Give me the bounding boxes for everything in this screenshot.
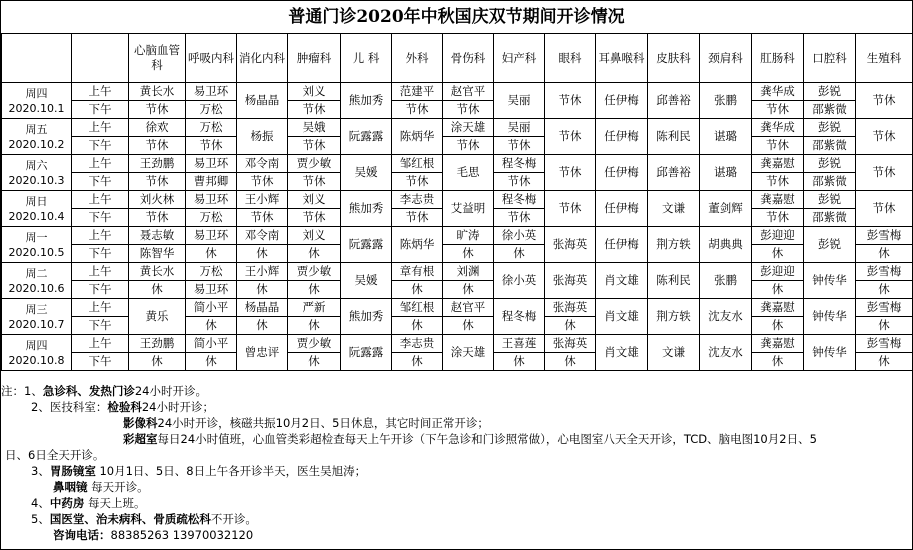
schedule-cell: 休 <box>443 245 494 263</box>
schedule-cell: 熊加秀 <box>341 299 392 335</box>
column-header: 骨伤科 <box>443 34 494 83</box>
am-row <box>2 227 913 245</box>
schedule-cell: 杨晶晶 <box>237 83 288 119</box>
column-header: 颈肩科 <box>700 34 752 83</box>
schedule-cell: 陈智华 <box>129 245 186 263</box>
schedule-cell: 休 <box>392 353 443 371</box>
schedule-cell: 彭雪梅 <box>856 263 913 281</box>
schedule-cell: 刘义 <box>288 191 341 209</box>
schedule-cell: 休 <box>186 245 237 263</box>
weekday-label: 周三 <box>25 302 48 316</box>
date-label: 2020.10.2 <box>8 137 65 151</box>
schedule-cell: 荆方轶 <box>648 227 700 263</box>
schedule-cell: 休 <box>443 317 494 335</box>
note-4-cont: 日、6日全天开诊。 <box>5 448 105 462</box>
column-header: 外科 <box>392 34 443 83</box>
pm-label: 下午 <box>72 353 129 371</box>
schedule-cell: 杨振 <box>237 119 288 155</box>
schedule-cell: 邵紫微 <box>804 101 856 119</box>
day-cell <box>2 335 72 371</box>
schedule-cell: 曾忠评 <box>237 335 288 371</box>
schedule-cell: 吴媛 <box>341 155 392 191</box>
am-label: 上午 <box>72 191 129 209</box>
schedule-cell: 肖文雄 <box>596 263 648 299</box>
schedule-cell: 休 <box>752 281 804 299</box>
schedule-cell: 邹红根 <box>392 299 443 317</box>
schedule-cell: 休 <box>288 317 341 335</box>
schedule-cell: 董剑辉 <box>700 191 752 227</box>
day-cell <box>2 155 72 191</box>
schedule-cell: 节休 <box>392 101 443 119</box>
schedule-cell: 节休 <box>752 173 804 191</box>
schedule-cell: 任伊梅 <box>596 191 648 227</box>
schedule-cell: 黄长水 <box>129 83 186 101</box>
schedule-cell: 徐欢 <box>129 119 186 137</box>
schedule-cell: 黄乐 <box>129 299 186 335</box>
am-label: 上午 <box>72 119 129 137</box>
schedule-cell: 休 <box>443 281 494 299</box>
schedule-cell: 王劲鹏 <box>129 155 186 173</box>
schedule-cell: 阮露露 <box>341 119 392 155</box>
schedule-cell: 节休 <box>545 83 596 119</box>
schedule-cell: 休 <box>752 317 804 335</box>
schedule-cell: 简小平 <box>186 335 237 353</box>
schedule-cell: 王喜莲 <box>494 335 545 353</box>
schedule-cell: 节休 <box>545 191 596 227</box>
schedule-cell: 彭雪梅 <box>856 335 913 353</box>
day-cell <box>2 263 72 299</box>
schedule-cell: 刘火林 <box>129 191 186 209</box>
schedule-cell: 胡典典 <box>700 227 752 263</box>
note-3: 影像科24小时开诊，核磁共振10月2日、5日休息，其它时间正常开诊； <box>123 416 489 430</box>
weekday-label: 周一 <box>25 230 48 244</box>
schedule-cell: 吴娥 <box>288 119 341 137</box>
schedule-cell: 徐小英 <box>494 263 545 299</box>
schedule-cell: 任伊梅 <box>596 119 648 155</box>
schedule-cell: 易卫环 <box>186 281 237 299</box>
schedule-cell: 肖文雄 <box>596 299 648 335</box>
schedule-cell: 吴丽 <box>494 119 545 137</box>
schedule-cell: 龚嘉慰 <box>752 155 804 173</box>
schedule-cell: 彭雪梅 <box>856 299 913 317</box>
schedule-cell: 文谦 <box>648 191 700 227</box>
date-label: 2020.10.3 <box>8 173 65 187</box>
pm-row <box>2 137 913 155</box>
schedule-cell: 陈利民 <box>648 263 700 299</box>
schedule-cell: 熊加秀 <box>341 191 392 227</box>
schedule-cell: 节休 <box>856 119 913 155</box>
am-label: 上午 <box>72 83 129 101</box>
schedule-cell: 万松 <box>186 263 237 281</box>
schedule-cell: 龚嘉慰 <box>752 335 804 353</box>
schedule-cell: 龚华成 <box>752 83 804 101</box>
column-header: 妇产科 <box>494 34 545 83</box>
schedule-cell: 简小平 <box>186 299 237 317</box>
schedule-cell: 邹红根 <box>392 155 443 173</box>
schedule-cell: 节休 <box>856 191 913 227</box>
schedule-cell: 沈友水 <box>700 299 752 335</box>
schedule-cell: 贾少敏 <box>288 263 341 281</box>
schedule-cell: 邱善裕 <box>648 155 700 191</box>
schedule-cell: 节休 <box>392 209 443 227</box>
day-cell <box>2 83 72 119</box>
note-5: 3、胃肠镜室 10月1日、5日、8日上午各开诊半天，医生吴旭涛； <box>31 464 367 478</box>
schedule-cell: 节休 <box>494 173 545 191</box>
column-header: 肛肠科 <box>752 34 804 83</box>
header-row <box>2 34 913 83</box>
schedule-cell: 钟传华 <box>804 299 856 335</box>
schedule-cell: 彭锐 <box>804 227 856 263</box>
period-header <box>72 34 129 83</box>
schedule-cell: 易卫环 <box>186 227 237 245</box>
schedule-cell: 程冬梅 <box>494 191 545 209</box>
schedule-cell: 张海英 <box>545 263 596 299</box>
column-header: 呼吸内科 <box>186 34 237 83</box>
schedule-cell: 李志贵 <box>392 335 443 353</box>
schedule-cell: 休 <box>129 353 186 371</box>
schedule-cell: 邱善裕 <box>648 83 700 119</box>
schedule-cell: 易卫环 <box>186 191 237 209</box>
schedule-cell: 休 <box>237 281 288 299</box>
schedule-cell: 休 <box>288 353 341 371</box>
schedule-cell: 邵紫微 <box>804 137 856 155</box>
schedule-cell: 曹邦卿 <box>186 173 237 191</box>
schedule-table <box>1 33 913 371</box>
column-header: 肿瘤科 <box>288 34 341 83</box>
am-row <box>2 335 913 353</box>
schedule-cell: 邵紫微 <box>804 173 856 191</box>
schedule-cell: 节休 <box>856 83 913 119</box>
schedule-cell: 谌璐 <box>700 155 752 191</box>
schedule-cell: 阮露露 <box>341 335 392 371</box>
schedule-cell: 休 <box>856 245 913 263</box>
am-label: 上午 <box>72 263 129 281</box>
schedule-cell: 休 <box>856 317 913 335</box>
schedule-cell: 节休 <box>288 137 341 155</box>
schedule-cell: 彭锐 <box>804 83 856 101</box>
schedule-cell: 旷涛 <box>443 227 494 245</box>
schedule-cell: 节休 <box>288 209 341 227</box>
schedule-cell: 万松 <box>186 119 237 137</box>
schedule-cell: 陈炳华 <box>392 119 443 155</box>
date-label: 2020.10.8 <box>8 353 65 367</box>
schedule-cell: 节休 <box>129 209 186 227</box>
schedule-cell: 节休 <box>443 101 494 119</box>
am-row <box>2 299 913 317</box>
schedule-cell: 彭锐 <box>804 191 856 209</box>
schedule-cell: 赵官平 <box>443 299 494 317</box>
am-row <box>2 191 913 209</box>
note-4: 彩超室每日24小时值班，心血管类彩超检查每天上午开诊（下午急诊和门诊照常做），心电图室八天全天开诊，TCD、脑电图10月2日、5 <box>123 432 817 446</box>
schedule-cell: 刘渊 <box>443 263 494 281</box>
date-label: 2020.10.4 <box>8 209 65 223</box>
schedule-cell: 王小辉 <box>237 263 288 281</box>
note-6: 鼻咽镜 每天开诊。 <box>53 480 149 494</box>
schedule-cell: 休 <box>237 317 288 335</box>
schedule-cell: 易卫环 <box>186 83 237 101</box>
schedule-cell: 龚华成 <box>752 119 804 137</box>
column-header: 皮肤科 <box>648 34 700 83</box>
schedule-cell: 休 <box>545 317 596 335</box>
schedule-cell: 休 <box>392 317 443 335</box>
schedule-cell: 休 <box>494 353 545 371</box>
weekday-label: 周六 <box>25 158 48 172</box>
schedule-cell: 邵紫微 <box>804 209 856 227</box>
schedule-cell: 陈炳华 <box>392 227 443 263</box>
schedule-cell: 陈利民 <box>648 119 700 155</box>
pm-label: 下午 <box>72 281 129 299</box>
schedule-cell: 彭迎迎 <box>752 227 804 245</box>
note-2: 2、医技科室：检验科24小时开诊； <box>31 400 214 414</box>
schedule-cell: 张鹏 <box>700 263 752 299</box>
schedule-cell: 吴媛 <box>341 263 392 299</box>
schedule-cell: 节休 <box>856 155 913 191</box>
schedule-cell: 彭雪梅 <box>856 227 913 245</box>
schedule-cell: 徐小英 <box>494 227 545 245</box>
column-header: 生殖科 <box>856 34 913 83</box>
schedule-cell: 休 <box>186 353 237 371</box>
column-header: 眼科 <box>545 34 596 83</box>
note-9: 咨询电话：88385263 13970032120 <box>53 528 254 542</box>
schedule-cell: 吴丽 <box>494 83 545 119</box>
schedule-cell: 节休 <box>129 101 186 119</box>
schedule-cell: 杨晶晶 <box>237 299 288 317</box>
schedule-cell: 涂天雄 <box>443 119 494 137</box>
schedule-cell: 刘义 <box>288 83 341 101</box>
schedule-cell: 节休 <box>129 137 186 155</box>
schedule-cell: 节休 <box>288 101 341 119</box>
schedule-cell: 赵官平 <box>443 83 494 101</box>
day-cell <box>2 119 72 155</box>
weekday-label: 周二 <box>25 266 48 280</box>
schedule-cell: 严新 <box>288 299 341 317</box>
schedule-cell: 肖文雄 <box>596 335 648 371</box>
schedule-cell: 涂天雄 <box>443 335 494 371</box>
schedule-cell: 彭锐 <box>804 155 856 173</box>
schedule-cell: 黄长水 <box>129 263 186 281</box>
pm-row <box>2 245 913 263</box>
schedule-cell: 张海英 <box>545 335 596 353</box>
schedule-cell: 节休 <box>752 137 804 155</box>
schedule-body <box>2 83 913 371</box>
date-label: 2020.10.5 <box>8 245 65 259</box>
am-label: 上午 <box>72 155 129 173</box>
schedule-cell: 阮露露 <box>341 227 392 263</box>
weekday-label: 周五 <box>25 122 48 136</box>
schedule-cell: 休 <box>186 317 237 335</box>
weekday-label: 周四 <box>25 86 48 100</box>
schedule-cell: 休 <box>288 245 341 263</box>
schedule-cell: 程冬梅 <box>494 155 545 173</box>
schedule-cell: 聂志敏 <box>129 227 186 245</box>
note-7: 4、中药房 每天上班。 <box>31 496 146 510</box>
schedule-cell: 易卫环 <box>186 155 237 173</box>
schedule-cell: 休 <box>752 353 804 371</box>
am-label: 上午 <box>72 335 129 353</box>
schedule-cell: 节休 <box>752 101 804 119</box>
schedule-cell: 谌璐 <box>700 119 752 155</box>
day-cell <box>2 299 72 335</box>
schedule-cell: 邓令南 <box>237 227 288 245</box>
pm-row <box>2 281 913 299</box>
schedule-cell: 荆方轶 <box>648 299 700 335</box>
corner-cell <box>2 34 72 83</box>
am-row <box>2 263 913 281</box>
schedule-cell: 节休 <box>186 137 237 155</box>
am-label: 上午 <box>72 299 129 317</box>
pm-label: 下午 <box>72 173 129 191</box>
pm-label: 下午 <box>72 101 129 119</box>
schedule-cell: 艾益明 <box>443 191 494 227</box>
am-row <box>2 119 913 137</box>
schedule-cell: 休 <box>545 353 596 371</box>
date-label: 2020.10.7 <box>8 317 65 331</box>
schedule-cell: 贾少敏 <box>288 155 341 173</box>
schedule-cell: 节休 <box>494 209 545 227</box>
schedule-cell: 彭锐 <box>804 119 856 137</box>
column-header: 心脑血管科 <box>129 34 186 83</box>
column-header: 消化内科 <box>237 34 288 83</box>
schedule-cell: 休 <box>494 245 545 263</box>
schedule-cell: 程冬梅 <box>494 299 545 335</box>
schedule-cell: 熊加秀 <box>341 83 392 119</box>
day-cell <box>2 191 72 227</box>
date-label: 2020.10.6 <box>8 281 65 295</box>
schedule-cell: 休 <box>752 245 804 263</box>
schedule-cell: 节休 <box>288 173 341 191</box>
schedule-cell: 龚嘉慰 <box>752 191 804 209</box>
schedule-cell: 邓令南 <box>237 155 288 173</box>
weekday-label: 周四 <box>25 338 48 352</box>
schedule-cell: 节休 <box>237 209 288 227</box>
date-label: 2020.10.1 <box>8 101 65 115</box>
schedule-cell: 休 <box>288 281 341 299</box>
schedule-cell: 节休 <box>494 137 545 155</box>
am-row <box>2 155 913 173</box>
schedule-cell: 李志贵 <box>392 191 443 209</box>
pm-label: 下午 <box>72 245 129 263</box>
schedule-cell: 刘义 <box>288 227 341 245</box>
weekday-label: 周日 <box>25 194 48 208</box>
pm-row <box>2 101 913 119</box>
schedule-cell: 万松 <box>186 101 237 119</box>
column-header: 耳鼻喉科 <box>596 34 648 83</box>
schedule-cell: 节休 <box>129 173 186 191</box>
column-header: 儿 科 <box>341 34 392 83</box>
day-cell <box>2 227 72 263</box>
schedule-cell: 休 <box>392 281 443 299</box>
schedule-cell: 节休 <box>545 119 596 155</box>
schedule-cell: 范建平 <box>392 83 443 101</box>
schedule-cell: 节休 <box>237 173 288 191</box>
am-label: 上午 <box>72 227 129 245</box>
note-1: 注：1、急诊科、发热门诊24小时开诊。 <box>1 384 207 398</box>
schedule-cell: 休 <box>237 245 288 263</box>
schedule-cell: 节休 <box>752 209 804 227</box>
schedule-cell: 张海英 <box>545 227 596 263</box>
schedule-cell: 沈友水 <box>700 335 752 371</box>
schedule-cell: 休 <box>856 353 913 371</box>
schedule-cell: 王劲鹏 <box>129 335 186 353</box>
schedule-cell: 节休 <box>443 137 494 155</box>
schedule-cell: 节休 <box>545 155 596 191</box>
schedule-cell: 节休 <box>392 173 443 191</box>
schedule-cell: 毛思 <box>443 155 494 191</box>
page-title: 普通门诊2020年中秋国庆双节期间开诊情况 <box>288 7 625 27</box>
schedule-cell: 钟传华 <box>804 335 856 371</box>
schedule-cell: 任伊梅 <box>596 227 648 263</box>
note-8: 5、国医堂、治未病科、骨质疏松科不开诊。 <box>31 512 257 526</box>
pm-label: 下午 <box>72 209 129 227</box>
schedule-cell: 龚嘉慰 <box>752 299 804 317</box>
pm-label: 下午 <box>72 317 129 335</box>
column-header: 口腔科 <box>804 34 856 83</box>
schedule-cell: 章有根 <box>392 263 443 281</box>
schedule-cell: 休 <box>856 281 913 299</box>
schedule-cell: 万松 <box>186 209 237 227</box>
schedule-cell: 休 <box>129 281 186 299</box>
schedule-cell: 张海英 <box>545 299 596 317</box>
schedule-cell: 钟传华 <box>804 263 856 299</box>
schedule-cell: 贾少敏 <box>288 335 341 353</box>
schedule-cell: 王小辉 <box>237 191 288 209</box>
notes-block <box>1 383 912 543</box>
am-row <box>2 83 913 101</box>
pm-label: 下午 <box>72 137 129 155</box>
schedule-cell: 张鹏 <box>700 83 752 119</box>
schedule-cell: 任伊梅 <box>596 83 648 119</box>
schedule-cell: 彭迎迎 <box>752 263 804 281</box>
schedule-cell: 任伊梅 <box>596 155 648 191</box>
schedule-cell: 文谦 <box>648 335 700 371</box>
